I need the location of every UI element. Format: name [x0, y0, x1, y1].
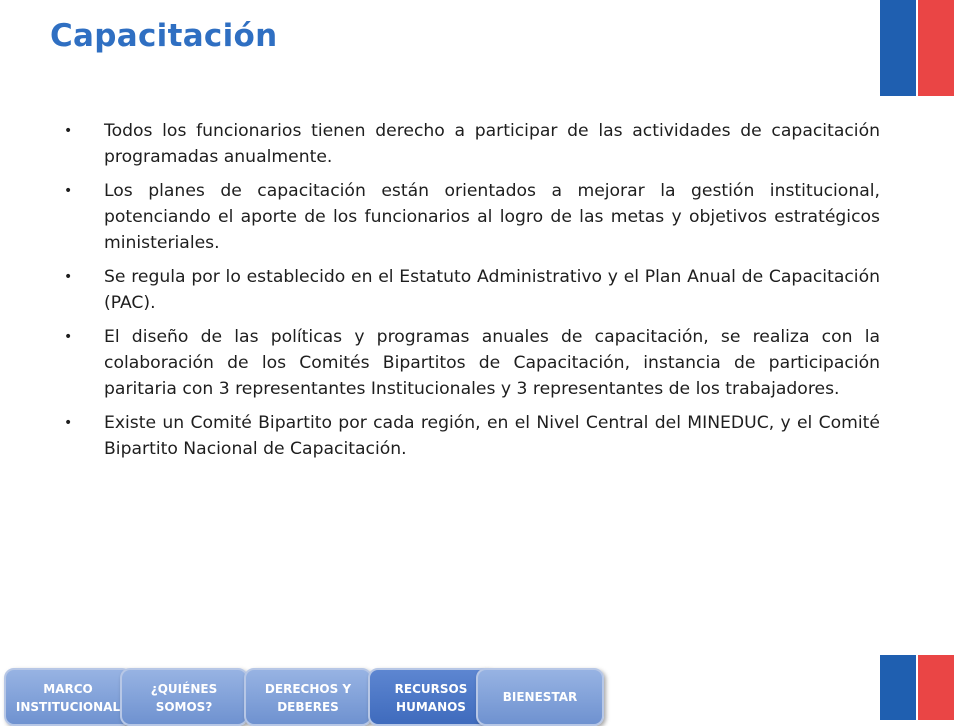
flag-blue-bar-bottom — [880, 655, 916, 720]
bullet-text: Existe un Comité Bipartito por cada región, en el Nivel Central del MINEDUC, y el Comité Bipartito Nacional de Capacitación. — [104, 413, 880, 459]
bullet-text: Se regula por lo establecido en el Estatuto Administrativo y el Plan Anual de Capacitación (PAC). — [104, 267, 880, 313]
nav-tab-quienes-somos[interactable] — [120, 668, 248, 726]
bullet-icon: • — [64, 183, 73, 199]
bullet-item — [62, 264, 880, 316]
nav-tab-label: ¿QUIÉNES SOMOS? — [150, 682, 218, 714]
bullet-text: El diseño de las políticas y programas anuales de capacitación, se realiza con la colaboración de los Comités Bipartitos de Capacitación, instancia de participación paritaria con 3 representantes Institucionales y 3 representantes de los trabajadores. — [104, 327, 880, 399]
bullet-text: Todos los funcionarios tienen derecho a participar de las actividades de capacitación programadas anualmente. — [104, 121, 880, 167]
bullet-list — [62, 118, 880, 470]
bullet-item — [62, 410, 880, 462]
slide-title: Capacitación — [50, 18, 278, 54]
bullet-text: Los planes de capacitación están orientados a mejorar la gestión institucional, potenciando el aporte de los funcionarios al logro de las metas y objetivos estratégicos ministeriales. — [104, 181, 880, 253]
bullet-item — [62, 178, 880, 256]
nav-tab-label: RECURSOS HUMANOS — [394, 682, 468, 714]
bullet-icon: • — [64, 269, 73, 285]
bullet-icon: • — [64, 123, 73, 139]
bullet-item — [62, 324, 880, 402]
flag-red-bar-top — [918, 0, 954, 96]
nav-tab-marco-institucional[interactable] — [4, 668, 132, 726]
flag-red-bar-bottom — [918, 655, 954, 720]
bullet-item — [62, 118, 880, 170]
nav-tab-label: BIENESTAR — [502, 690, 578, 704]
flag-blue-bar-top — [880, 0, 916, 96]
bottom-nav — [0, 662, 620, 720]
nav-tab-derechos-deberes[interactable] — [244, 668, 372, 726]
nav-tab-bienestar[interactable] — [476, 668, 604, 726]
bullet-icon: • — [64, 329, 73, 345]
nav-tab-label: DERECHOS Y DEBERES — [264, 682, 352, 714]
bullet-icon: • — [64, 415, 73, 431]
nav-tab-label: MARCO INSTITUCIONAL — [15, 682, 121, 714]
